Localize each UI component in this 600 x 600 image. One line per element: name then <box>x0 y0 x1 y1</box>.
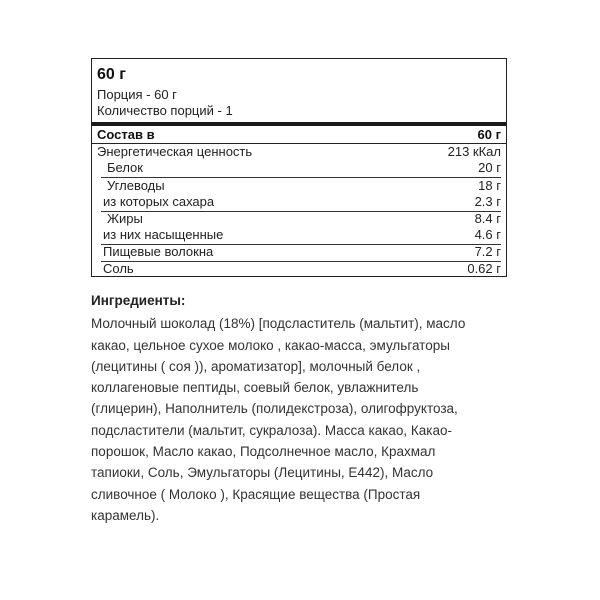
nutrient-value: 213 кКал <box>447 144 501 159</box>
ingredients-line: подсластители (мальтит, сукралоза). Масса какао, Какао- <box>91 422 453 438</box>
servings-count-text: Количество порций - 1 <box>97 103 233 118</box>
nutrient-label: Углеводы <box>107 178 165 193</box>
ingredients-line: тапиоки, Соль, Эмульгаторы (Лецитины, Е442), Масло <box>91 465 434 481</box>
composition-header-value: 60 г <box>477 127 501 142</box>
nutrient-value: 20 г <box>478 160 501 175</box>
portion-size-text: Порция - 60 г <box>97 87 177 102</box>
nutrient-label: из них насыщенные <box>103 227 224 242</box>
nutrient-label: Пищевые волокна <box>103 244 214 259</box>
ingredients-line: порошок, Масло какао, Подсолнечное масло, Крахмал <box>91 444 436 460</box>
nutrient-row-fats <box>101 211 501 228</box>
ingredients-line: (лецитины ( соя )), ароматизатор], молочный белок , <box>91 358 421 374</box>
nutrient-label: Соль <box>103 261 134 276</box>
ingredients-line: какао, цельное сухое молоко , какао-масса, эмульгаторы <box>91 337 450 353</box>
ingredients-text <box>91 313 511 526</box>
nutrient-value: 0.62 г <box>467 261 501 276</box>
serving-size-title: 60 г <box>97 66 126 83</box>
composition-header-label: Состав в <box>97 127 155 142</box>
nutrient-value: 7.2 г <box>474 244 501 259</box>
nutrient-row-protein <box>101 160 501 178</box>
nutrient-row-saturated-fats <box>101 227 501 245</box>
nutrient-row-energy <box>97 144 501 161</box>
nutrient-value: 4.6 г <box>474 227 501 242</box>
nutrient-label: Белок <box>107 160 143 175</box>
nutrient-label: Жиры <box>107 211 143 226</box>
ingredients-line: Молочный шоколад (18%) [подсластитель (мальтит), масло <box>91 316 466 332</box>
nutrient-row-fiber <box>101 244 501 262</box>
nutrient-row-carbohydrates <box>101 178 501 195</box>
ingredients-line: коллагеновые пептиды, соевый белок, увлажнитель <box>91 380 419 396</box>
composition-header <box>97 126 501 143</box>
nutrient-label: из которых сахара <box>103 194 215 209</box>
ingredients-section <box>91 290 511 526</box>
nutrient-value: 18 г <box>478 178 501 193</box>
nutrient-label: Энергетическая ценность <box>97 144 253 159</box>
nutrient-value: 2.3 г <box>474 194 501 209</box>
nutrition-facts-table <box>91 58 507 277</box>
ingredients-line: сливочное ( Молоко ), Красящие вещества (Простая <box>91 486 421 502</box>
ingredients-line: карамель). <box>91 507 160 523</box>
nutrient-row-salt <box>101 261 501 278</box>
nutrient-value: 8.4 г <box>474 211 501 226</box>
ingredients-line: (глицерин), Наполнитель (полидекстроза), олигофруктоза, <box>91 401 458 417</box>
nutrient-row-sugars <box>101 194 501 212</box>
ingredients-title: Ингредиенты: <box>91 293 186 308</box>
